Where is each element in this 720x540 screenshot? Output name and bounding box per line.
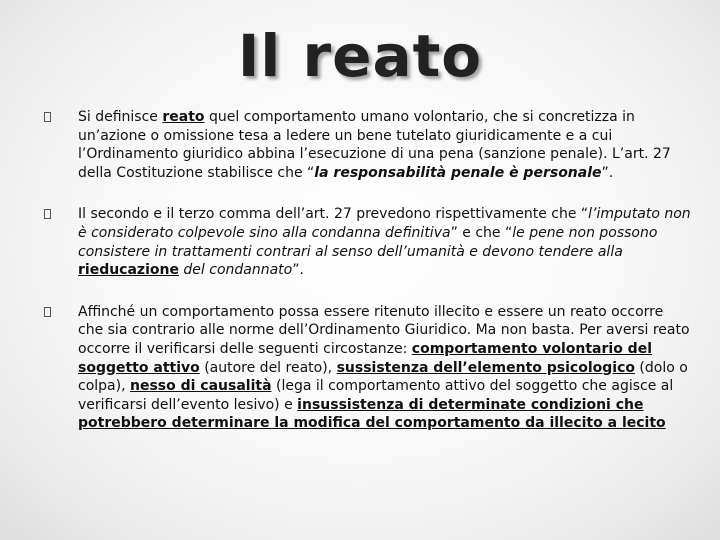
text-run: Il secondo e il terzo comma dell’art. 27 prevedono rispettivamente che “ [78, 206, 589, 223]
bullet-item-3 [44, 303, 692, 433]
bullet-list [44, 108, 692, 456]
text-run: (autore del reato), [199, 359, 337, 376]
text-run: (lega il comportamento attivo del soggetto che agisce al verificarsi dell’evento lesivo) e [78, 378, 674, 413]
text-run: ” e che “ [450, 224, 513, 241]
text-run: ”. [601, 164, 614, 181]
text-run: Si definisce [78, 109, 163, 125]
square-bullet-icon [44, 307, 51, 317]
bullet-item-2 [44, 205, 692, 279]
emphasis-text: sussistenza dell’elemento psicologico [336, 359, 635, 376]
emphasis-text: reato [162, 109, 205, 125]
square-bullet-icon [44, 209, 51, 219]
emphasis-text: del condannato [178, 262, 293, 279]
emphasis-text: nesso di causalità [129, 378, 272, 395]
slide-title: Il reato [237, 22, 483, 90]
text-run: Affinché un comportamento possa essere ritenuto illecito e essere un reato occorre che sia contrario alle norme dell’Ordinamento Giuridico. Ma non basta. Per aversi reato occorre il verificarsi delle seguenti circostanze: [78, 303, 690, 357]
square-bullet-icon [44, 112, 51, 122]
emphasis-text: insussistenza di determinate condizioni che potrebbero determinare la modifica del comportamento da illecito a lecito [78, 396, 666, 432]
emphasis-text: la responsabilità penale è personale [314, 164, 602, 181]
text-run: (dolo o colpa), [78, 359, 688, 395]
bullet-text [78, 109, 671, 181]
bullet-text [78, 304, 690, 432]
text-run: ”. [292, 262, 304, 279]
text-run: quel comportamento umano volontario, che si concretizza in un’azione o omissione tesa a ledere un bene tutelato giuridicamente e a cui l’Ordinamento giuridico abbina l’esecuzione di una pena (sanzione penale). L’art. 27 della Costituzione stabilisce che “ [78, 109, 671, 181]
emphasis-text: l’imputato non è considerato colpevole sino alla condanna definitiva [78, 206, 691, 241]
bullet-text [78, 206, 691, 278]
emphasis-text: comportamento volontario del soggetto attivo [78, 340, 652, 376]
emphasis-text: rieducazione [78, 262, 179, 279]
bullet-item-1 [44, 108, 692, 182]
emphasis-text: le pene non possono consistere in trattamenti contrari al senso dell’umanità e devono tendere alla [78, 224, 658, 260]
